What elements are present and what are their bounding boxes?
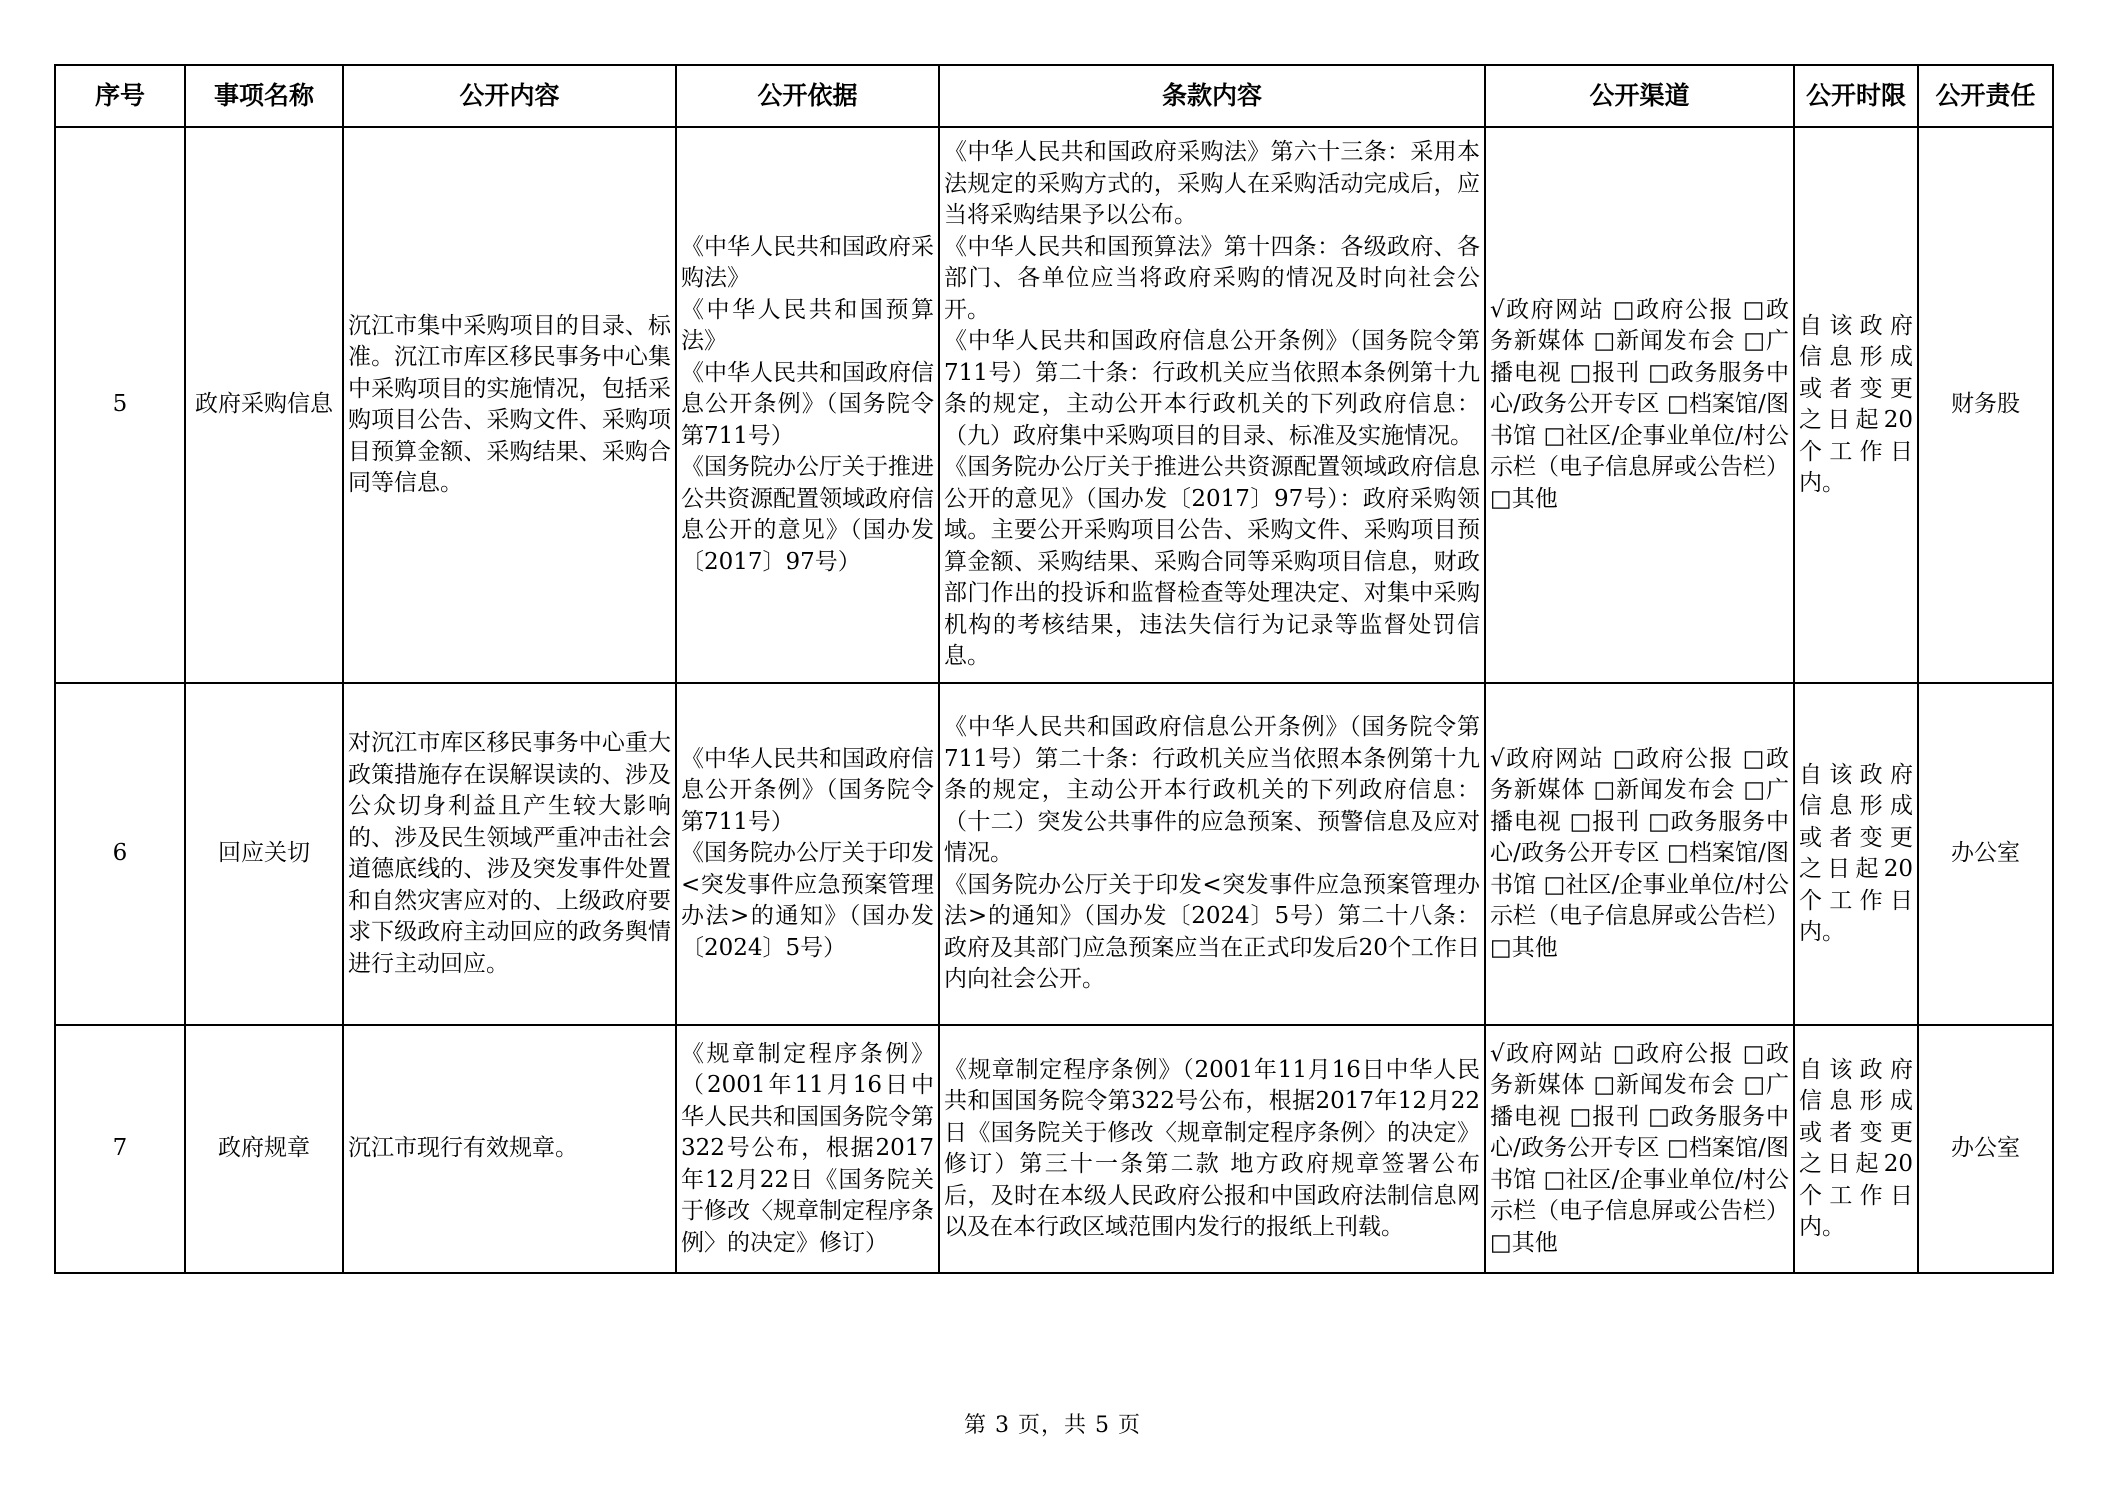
basis-line: 《国务院办公厅关于印发<突发事件应急预案管理办法>的通知》（国办发〔2024〕5号） <box>681 840 934 961</box>
disclosure-content: 对沉江市库区移民事务中心重大政策措施存在误解误读的、涉及公众切身利益且产生较大影响的、涉及民生领域严重冲击社会道德底线的、涉及突发事件处置和自然灾害应对的、上级政府要求下级政府主动回应的政务舆情进行主动回应。 <box>343 683 676 1025</box>
header-cell-deadline: 公开时限 <box>1794 65 1918 127</box>
clause-line: 《规章制定程序条例》（2001年11月16日中华人民共和国国务院令第322号公布，根据2017年12月22日《国务院关于修改〈规章制定程序条例〉的决定》修订）第三十一条第二款 地方政府规章签署公布后，及时在本级人民政府公报和中国政府法制信息网以及在本行政区域范围内发行的报纸上刊载。 <box>944 1056 1480 1240</box>
basis-line: 《中华人民共和国政府信息公开条例》（国务院令第711号） <box>681 359 934 449</box>
row-number: 7 <box>55 1025 185 1273</box>
header-cell-basis: 公开依据 <box>676 65 939 127</box>
header-cell-content: 公开内容 <box>343 65 676 127</box>
header-row <box>55 65 2053 127</box>
row-number: 6 <box>55 683 185 1025</box>
clause-line: 《国务院办公厅关于印发<突发事件应急预案管理办法>的通知》（国办发〔2024〕5号）第二十八条：政府及其部门应急预案应当在正式印发后20个工作日内向社会公开。 <box>944 871 1480 993</box>
item-name: 政府采购信息 <box>185 127 343 683</box>
table-row <box>55 127 2053 683</box>
disclosure-content: 沉江市集中采购项目的目录、标准。沉江市库区移民事务中心集中采购项目的实施情况，包括采购项目公告、采购文件、采购项目预算金额、采购结果、采购合同等信息。 <box>343 127 676 683</box>
disclosure-content: 沉江市现行有效规章。 <box>343 1025 676 1273</box>
responsible-unit: 财务股 <box>1918 127 2053 683</box>
clause-line: 《中华人民共和国政府采购法》第六十三条：采用本法规定的采购方式的，采购人在采购活动完成后，应当将采购结果予以公布。 <box>944 139 1480 229</box>
disclosure-channels: √政府网站 □政府公报 □政务新媒体 □新闻发布会 □广播电视 □报刊 □政务服务中心/政务公开专区 □档案馆/图书馆 □社区/企事业单位/村公示栏（电子信息屏或公告栏） □其他 <box>1485 683 1794 1025</box>
disclosure-basis <box>676 683 939 1025</box>
clause-content <box>939 1025 1485 1273</box>
responsible-unit: 办公室 <box>1918 683 2053 1025</box>
clause-line: 《中华人民共和国政府信息公开条例》（国务院令第711号）第二十条：行政机关应当依照本条例第十九条的规定，主动公开本行政机关的下列政府信息：（九）政府集中采购项目的目录、标准及实施情况。 <box>944 328 1480 449</box>
clause-content <box>939 683 1485 1025</box>
row-number: 5 <box>55 127 185 683</box>
basis-line: 《规章制定程序条例》（2001年11月16日中华人民共和国国务院令第322号公布，根据2017年12月22日《国务院关于修改〈规章制定程序条例〉的决定》修订） <box>681 1040 934 1256</box>
clause-line: 《中华人民共和国政府信息公开条例》（国务院令第711号）第二十条：行政机关应当依照本条例第十九条的规定，主动公开本行政机关的下列政府信息：（十二）突发公共事件的应急预案、预警信息及应对情况。 <box>944 714 1480 867</box>
table-row <box>55 1025 2053 1273</box>
disclosure-basis <box>676 127 939 683</box>
disclosure-channels: √政府网站 □政府公报 □政务新媒体 □新闻发布会 □广播电视 □报刊 □政务服务中心/政务公开专区 □档案馆/图书馆 □社区/企事业单位/村公示栏（电子信息屏或公告栏） □其他 <box>1485 127 1794 683</box>
basis-line: 《国务院办公厅关于推进公共资源配置领域政府信息公开的意见》（国办发〔2017〕97号） <box>681 454 934 575</box>
disclosure-deadline: 自该政府信息形成或者变更之日起20个工作日内。 <box>1794 683 1918 1025</box>
header-cell-responsible: 公开责任 <box>1918 65 2053 127</box>
disclosure-deadline: 自该政府信息形成或者变更之日起20个工作日内。 <box>1794 1025 1918 1273</box>
basis-line: 《中华人民共和国预算法》 <box>681 296 934 355</box>
header-cell-channels: 公开渠道 <box>1485 65 1794 127</box>
table-row <box>55 683 2053 1025</box>
header-cell-clauses: 条款内容 <box>939 65 1485 127</box>
disclosure-table <box>54 64 2054 1274</box>
clause-line: 《中华人民共和国预算法》第十四条：各级政府、各部门、各单位应当将政府采购的情况及时向社会公开。 <box>944 233 1480 323</box>
item-name: 政府规章 <box>185 1025 343 1273</box>
disclosure-deadline: 自该政府信息形成或者变更之日起20个工作日内。 <box>1794 127 1918 683</box>
disclosure-channels: √政府网站 □政府公报 □政务新媒体 □新闻发布会 □广播电视 □报刊 □政务服务中心/政务公开专区 □档案馆/图书馆 □社区/企事业单位/村公示栏（电子信息屏或公告栏） □其他 <box>1485 1025 1794 1273</box>
basis-line: 《中华人民共和国政府采购法》 <box>681 233 934 292</box>
item-name: 回应关切 <box>185 683 343 1025</box>
header-cell-name: 事项名称 <box>185 65 343 127</box>
clause-line: 《国务院办公厅关于推进公共资源配置领域政府信息公开的意见》（国办发〔2017〕97号）：政府采购领域。主要公开采购项目公告、采购文件、采购项目预算金额、采购结果、采购合同等采购项目信息，财政部门作出的投诉和监督检查等处理决定、对集中采购机构的考核结果，违法失信行为记录等监督处罚信息。 <box>944 454 1480 670</box>
responsible-unit: 办公室 <box>1918 1025 2053 1273</box>
basis-line: 《中华人民共和国政府信息公开条例》（国务院令第711号） <box>681 745 934 835</box>
header-cell-no: 序号 <box>55 65 185 127</box>
page-number: 第 3 页，共 5 页 <box>964 1413 1141 1438</box>
clause-content <box>939 127 1485 683</box>
disclosure-basis <box>676 1025 939 1273</box>
